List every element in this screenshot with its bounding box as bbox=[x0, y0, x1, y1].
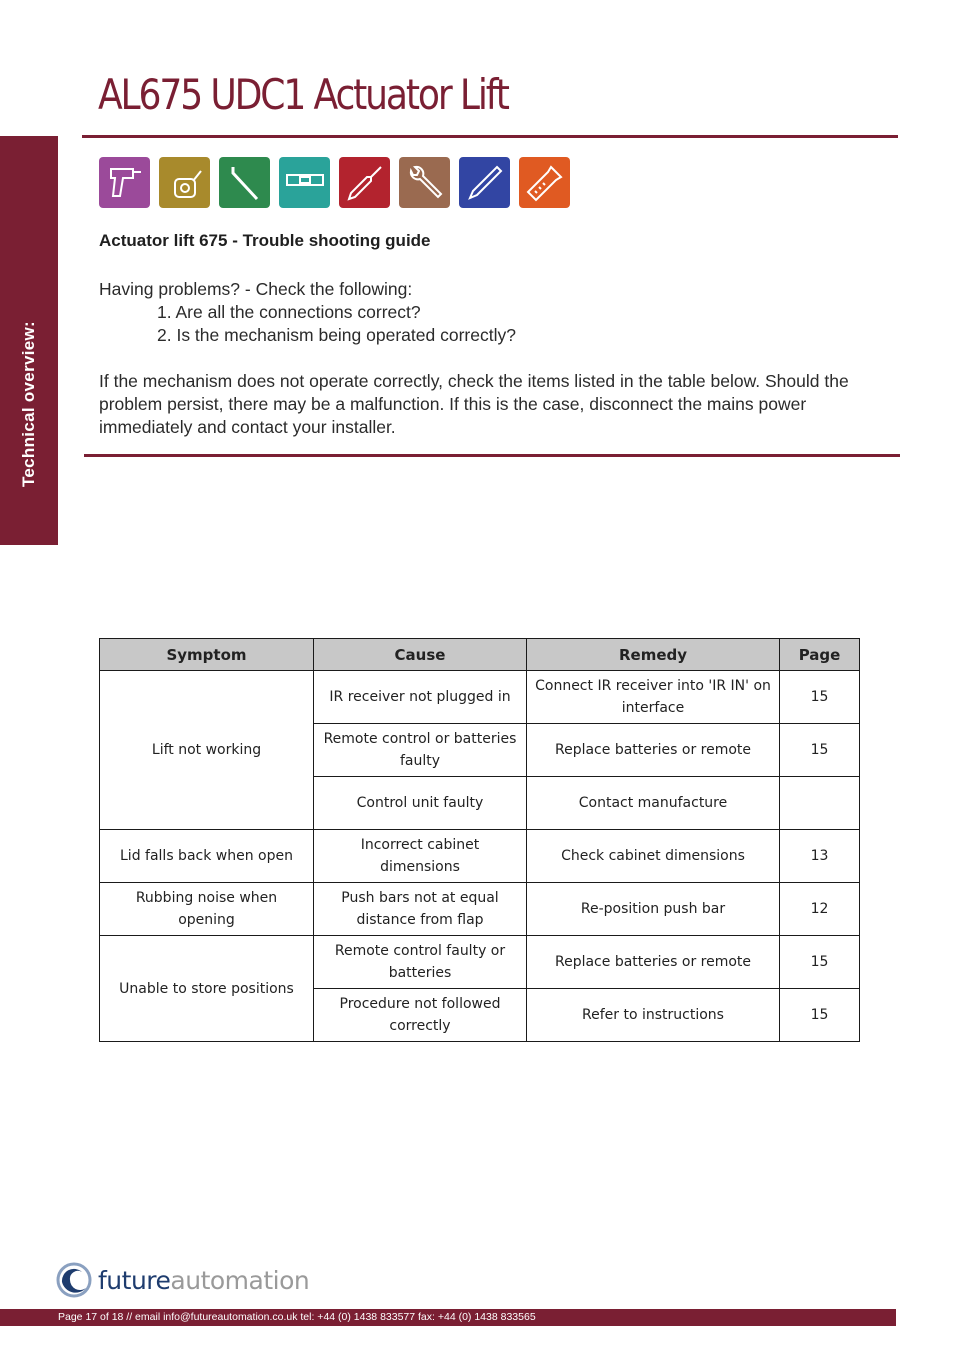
side-tab bbox=[0, 136, 58, 545]
saw-icon bbox=[519, 157, 570, 208]
cause-cell: Push bars not at equal distance from flap bbox=[314, 883, 527, 936]
symptom-cell: Unable to store positions bbox=[100, 936, 314, 1042]
header-cause: Cause bbox=[314, 639, 527, 671]
tool-icon-row bbox=[99, 157, 570, 208]
page-title: AL675 UDC1 Actuator Lift bbox=[98, 70, 508, 119]
remedy-cell: Replace batteries or remote bbox=[527, 936, 780, 989]
symptom-cell: Lift not working bbox=[100, 671, 314, 830]
spirit-level-icon bbox=[279, 157, 330, 208]
table-header-row bbox=[100, 639, 860, 671]
cause-cell: Remote control faulty or batteries bbox=[314, 936, 527, 989]
company-logo bbox=[56, 1262, 309, 1298]
swirl-logo-icon bbox=[56, 1262, 92, 1298]
page-cell: 15 bbox=[780, 724, 860, 777]
drill-icon bbox=[99, 157, 150, 208]
pencil-icon bbox=[459, 157, 510, 208]
symptom-cell: Rubbing noise when opening bbox=[100, 883, 314, 936]
check-item: 1. Are all the connections correct? bbox=[157, 302, 421, 322]
footer-text: Page 17 of 18 // email info@futureautomation.co.uk tel: +44 (0) 1438 833577 fax: +44 (0) 1438 833565 bbox=[58, 1311, 536, 1323]
header-remedy: Remedy bbox=[527, 639, 780, 671]
allen-key-icon bbox=[219, 157, 270, 208]
trouble-table bbox=[99, 638, 860, 1042]
title-divider bbox=[82, 135, 898, 138]
symptom-cell: Lid falls back when open bbox=[100, 830, 314, 883]
page-cell: 13 bbox=[780, 830, 860, 883]
screwdriver-icon bbox=[339, 157, 390, 208]
logo-text bbox=[98, 1266, 309, 1295]
table-row bbox=[100, 883, 860, 936]
intro-line: Having problems? - Check the following: bbox=[99, 279, 413, 299]
check-item: 2. Is the mechanism being operated correctly? bbox=[157, 325, 516, 345]
header-page: Page bbox=[780, 639, 860, 671]
section-divider bbox=[84, 454, 900, 457]
cause-cell: IR receiver not plugged in bbox=[314, 671, 527, 724]
remedy-cell: Replace batteries or remote bbox=[527, 724, 780, 777]
page-cell bbox=[780, 777, 860, 830]
remedy-cell: Contact manufacture bbox=[527, 777, 780, 830]
remedy-cell: Check cabinet dimensions bbox=[527, 830, 780, 883]
page-cell: 15 bbox=[780, 989, 860, 1042]
cause-cell: Remote control or batteries faulty bbox=[314, 724, 527, 777]
spanner-icon bbox=[399, 157, 450, 208]
table-row bbox=[100, 936, 860, 989]
page-cell: 12 bbox=[780, 883, 860, 936]
remedy-cell: Re-position push bar bbox=[527, 883, 780, 936]
logo-text-future: future bbox=[98, 1265, 171, 1295]
guide-heading: Actuator lift 675 - Trouble shooting guide bbox=[99, 231, 431, 250]
cause-cell: Procedure not followed correctly bbox=[314, 989, 527, 1042]
footer-bar bbox=[0, 1309, 896, 1326]
page-cell: 15 bbox=[780, 936, 860, 989]
cause-cell: Control unit faulty bbox=[314, 777, 527, 830]
cause-cell: Incorrect cabinet dimensions bbox=[314, 830, 527, 883]
instructions-paragraph: If the mechanism does not operate correctly, check the items listed in the table below. Should the problem persist, there may be a malfunction. If this is the case, disconnect the mains power immediately and contact your installer. bbox=[99, 371, 849, 437]
table-row bbox=[100, 671, 860, 724]
table-row bbox=[100, 830, 860, 883]
tape-measure-icon bbox=[159, 157, 210, 208]
remedy-cell: Refer to instructions bbox=[527, 989, 780, 1042]
remedy-cell: Connect IR receiver into 'IR IN' on interface bbox=[527, 671, 780, 724]
intro-block bbox=[99, 278, 516, 347]
side-tab-label: Technical overview: bbox=[19, 320, 38, 488]
logo-text-automation: automation bbox=[170, 1265, 310, 1295]
header-symptom: Symptom bbox=[100, 639, 314, 671]
page-cell: 15 bbox=[780, 671, 860, 724]
